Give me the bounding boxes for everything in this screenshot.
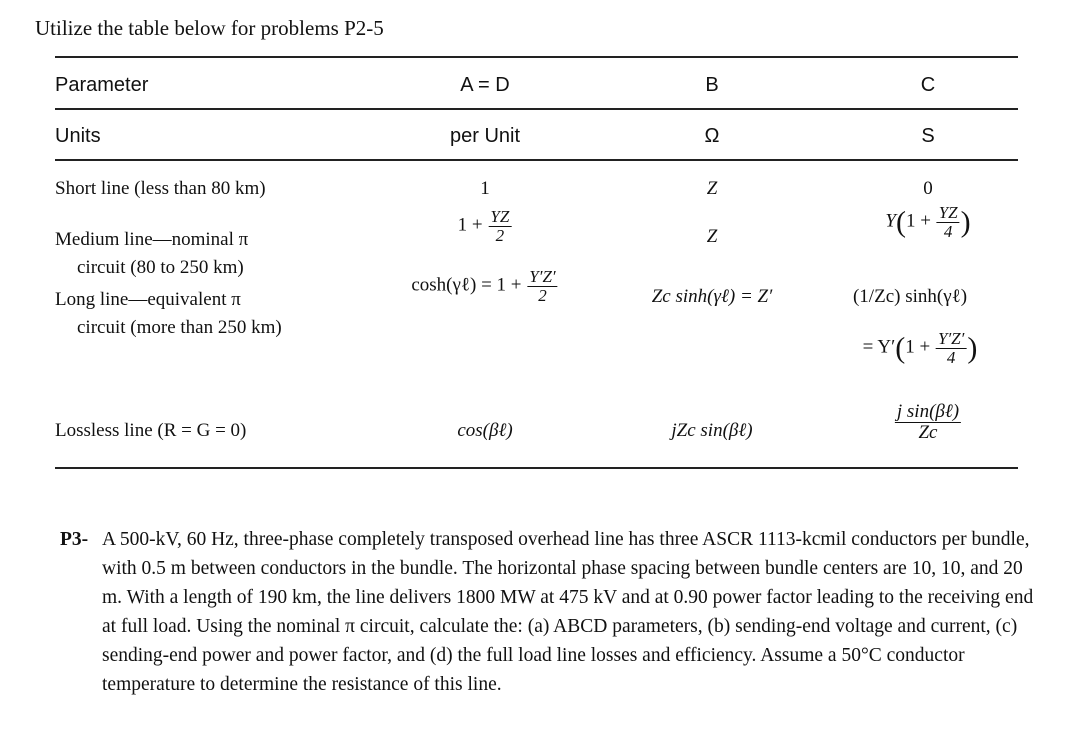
medium-line-label-1: Medium line—nominal π <box>55 229 249 250</box>
long-line-a-d <box>411 268 558 305</box>
units-label: Units <box>55 125 101 147</box>
lossless-c-fraction <box>895 402 961 443</box>
lossless-line-label: Lossless line (R = G = 0) <box>55 420 247 441</box>
medium-line-label-2: circuit (80 to 250 km) <box>77 257 244 278</box>
long-c-one: 1 + <box>905 336 931 358</box>
long-ad-den: 2 <box>538 285 547 305</box>
medium-line-label <box>55 226 248 282</box>
long-line-c-line2 <box>863 330 978 367</box>
medium-line-b: Z <box>706 226 718 247</box>
header-rule <box>55 108 1018 110</box>
problem-text: A 500-kV, 60 Hz, three-phase completely transposed overhead line has three ASCR 1113-kcmil conductors per bundle, with 0.5 m between conductors in the bundle. The horizontal phase spacing between bundle centers are 10, 10, and 20 m. With a length of 190 km, the line delivers 1800 MW at 475 kV and at 0.90 power factor leading to the receiving end at full load. Using the nominal π circuit, calculate the: (a) ABCD parameters, (b) sending-end voltage and current, (c) sending-end power and power factor, and (d) the full load line losses and efficiency. Assume a 50°C conductor temperature to determine the resistance of this line. <box>102 529 1034 695</box>
long-c-num: Y′Z′ <box>938 329 965 348</box>
problem-block <box>60 525 1040 699</box>
lossless-line-b: jZc sin(βℓ) <box>671 420 753 441</box>
long-line-b: Zc sinh(γℓ) = Z′ <box>651 286 773 307</box>
lossless-c-num: j sin(βℓ) <box>896 401 960 422</box>
long-c-eq: = Y′ <box>862 336 896 358</box>
header-parameter: Parameter <box>55 74 149 96</box>
short-line-c: 0 <box>923 178 933 199</box>
lossless-c-den: Zc <box>918 421 938 443</box>
table-top-rule <box>55 56 1018 58</box>
header-b: B <box>705 74 719 96</box>
long-c-den: 4 <box>946 347 956 367</box>
medium-c-den: 4 <box>943 221 953 241</box>
medium-c-one: 1 + <box>905 210 931 232</box>
header-c: C <box>920 74 936 96</box>
long-line-c-line1: (1/Zc) sinh(γℓ) <box>852 286 968 307</box>
lossless-line-a-d: cos(βℓ) <box>457 420 513 441</box>
long-line-label <box>55 286 282 342</box>
short-line-label: Short line (less than 80 km) <box>55 178 266 199</box>
medium-c-lparen: ( <box>895 205 906 239</box>
lossless-line-c <box>894 402 962 443</box>
table-bottom-rule <box>55 467 1018 469</box>
short-line-a-d: 1 <box>480 178 490 199</box>
medium-line-a-d <box>458 208 513 245</box>
long-c-lparen: ( <box>895 331 906 365</box>
units-a-d: per Unit <box>449 125 521 147</box>
long-c-fraction <box>936 330 966 367</box>
medium-ad-num: YZ <box>490 207 510 226</box>
medium-c-prefix: Y <box>885 210 896 232</box>
long-c-rparen: ) <box>967 331 978 365</box>
long-ad-prefix: cosh(γℓ) = 1 + <box>411 274 522 296</box>
medium-ad-den: 2 <box>495 225 505 245</box>
long-line-label-2: circuit (more than 250 km) <box>77 317 282 338</box>
long-line-label-1: Long line—equivalent π <box>55 289 241 310</box>
units-c: S <box>921 125 935 147</box>
medium-c-num: YZ <box>938 203 958 222</box>
medium-c-rparen: ) <box>960 205 971 239</box>
medium-c-fraction <box>937 204 960 241</box>
problem-label: P3- <box>60 529 89 550</box>
intro-text: Utilize the table below for problems P2-5 <box>35 16 384 40</box>
header-a-d: A = D <box>460 74 510 96</box>
medium-line-c <box>885 204 970 241</box>
medium-ad-fraction <box>488 208 511 245</box>
units-b: Ω <box>704 125 720 147</box>
short-line-b: Z <box>706 178 718 199</box>
long-ad-fraction <box>527 268 557 305</box>
long-ad-num: Y′Z′ <box>529 267 556 286</box>
medium-ad-prefix: 1 + <box>457 214 483 236</box>
units-rule <box>55 159 1018 161</box>
